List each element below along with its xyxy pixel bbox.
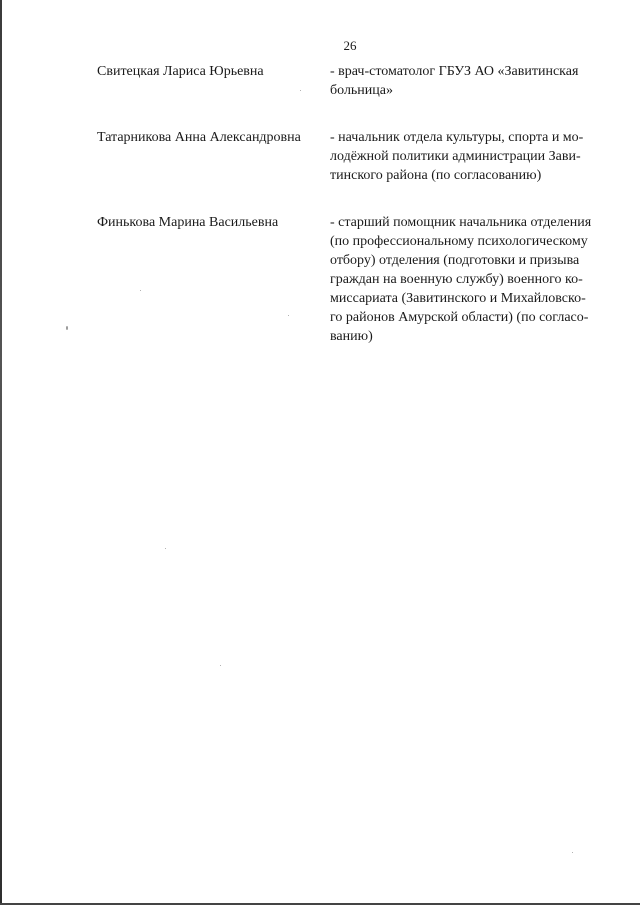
roster-entry — [97, 128, 597, 185]
member-role-line: го районов Амурской области) (по согласо- — [330, 310, 589, 325]
member-role-line: тинского района (по согласованию) — [330, 168, 542, 183]
roster-entry — [97, 62, 597, 100]
scan-speck — [220, 665, 221, 666]
member-role-line: граждан на военную службу) военного ко- — [330, 272, 583, 287]
scan-speck — [572, 852, 573, 853]
member-role-line: - врач-стоматолог ГБУЗ АО «Завитинская — [330, 64, 579, 79]
member-role-line: больница» — [330, 83, 393, 98]
member-role — [330, 128, 595, 185]
member-role-line: ванию) — [330, 329, 373, 344]
member-role-line: лодёжной политики администрации Зави- — [330, 149, 581, 164]
member-name: Татарникова Анна Александровна — [97, 130, 301, 145]
scan-speck — [165, 548, 166, 549]
scan-speck — [66, 326, 68, 330]
member-role-line: (по профессиональному психологическому — [330, 234, 588, 249]
member-role — [330, 213, 595, 346]
member-role-line: миссариата (Завитинского и Михайловско- — [330, 291, 586, 306]
member-name: Финькова Марина Васильевна — [97, 215, 279, 230]
member-roster — [97, 62, 597, 374]
roster-entry — [97, 213, 597, 346]
page-number: 26 — [343, 38, 357, 53]
scan-edge-left — [0, 0, 2, 905]
member-role-line: - старший помощник начальника отделения — [330, 215, 592, 230]
member-name: Свитецкая Лариса Юрьевна — [97, 64, 264, 79]
member-role — [330, 62, 595, 100]
member-role-line: - начальник отдела культуры, спорта и мо- — [330, 130, 584, 145]
member-role-line: отбору) отделения (подготовки и призыва — [330, 253, 580, 268]
